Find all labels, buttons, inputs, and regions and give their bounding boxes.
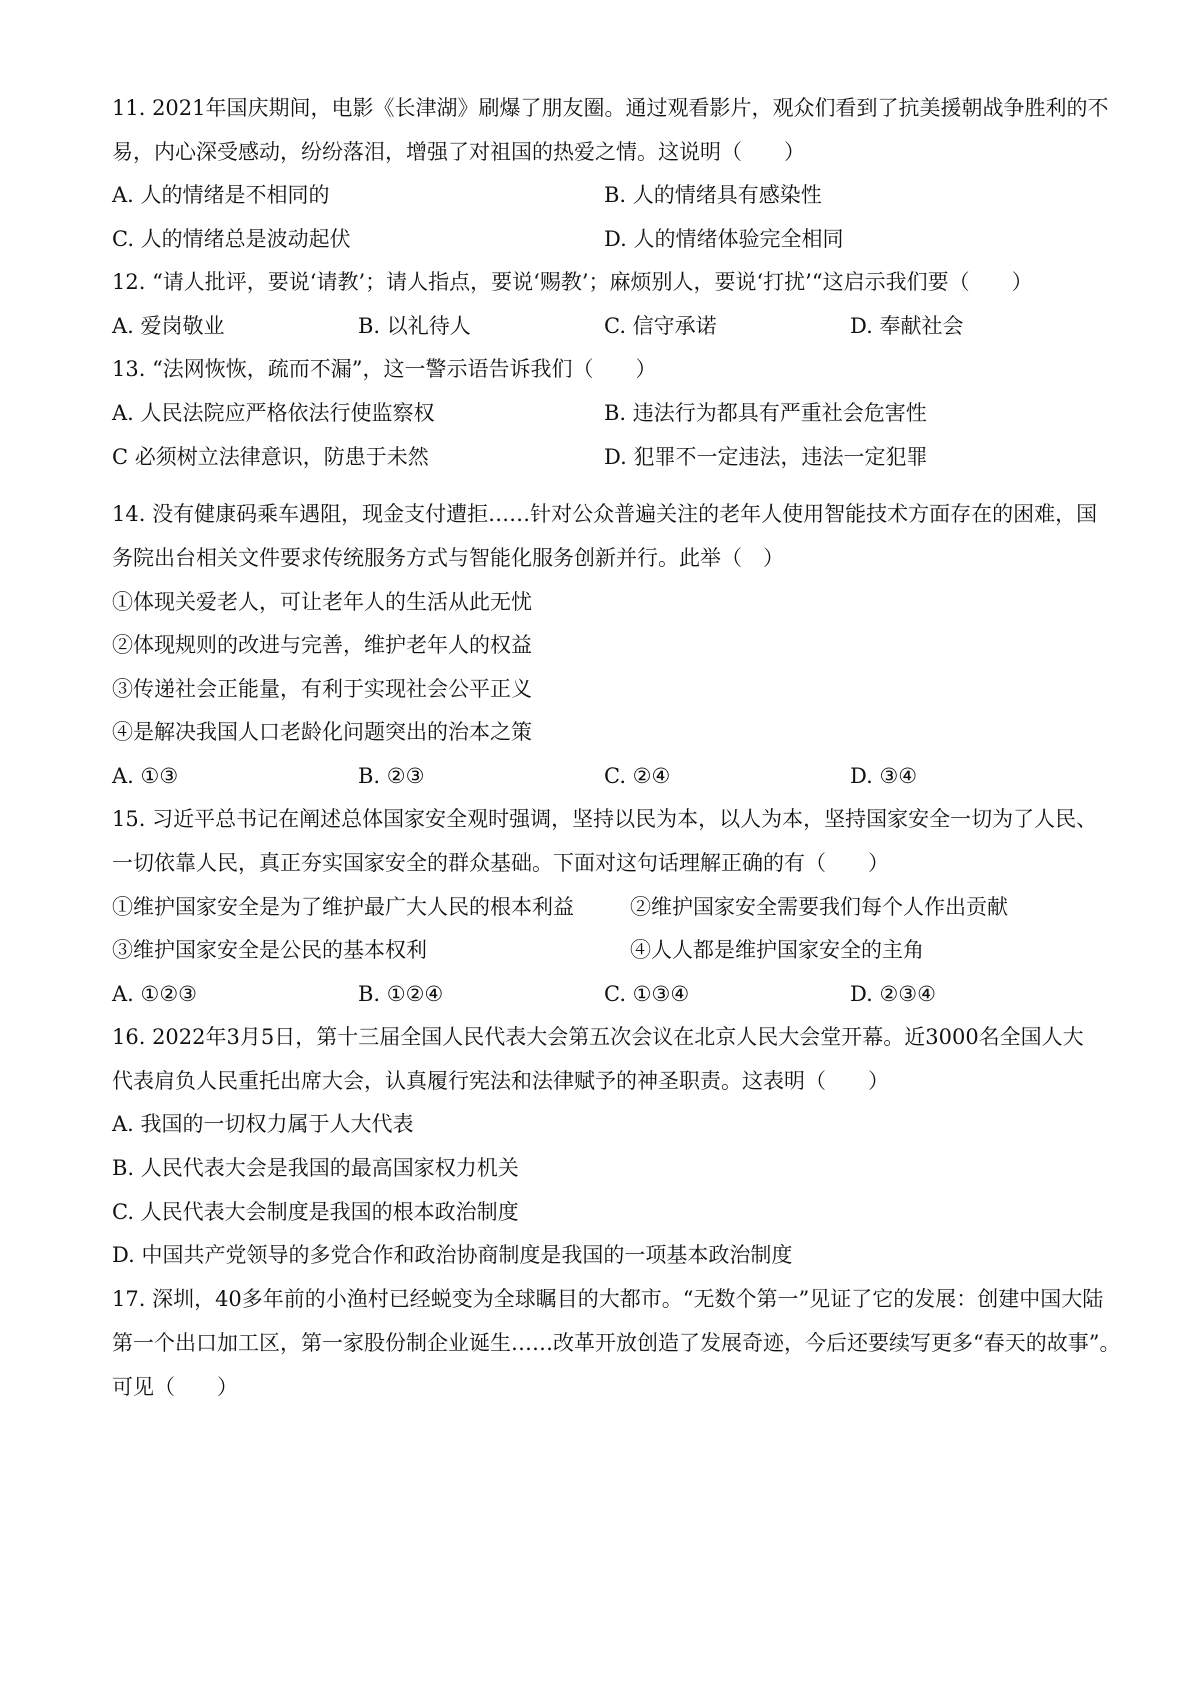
q16-option-a: A. 我国的一切权力属于人大代表: [112, 1112, 414, 1136]
q14-statement-3: ③传递社会正能量，有利于实现社会公平正义: [112, 677, 532, 701]
q14-option-c: C. ②④: [604, 764, 671, 788]
q12-option-a: A. 爱岗敬业: [112, 314, 225, 338]
q11-stem-line-1: 11. 2021年国庆期间，电影《长津湖》刷爆了朋友圈。通过观看影片，观众们看到了抗美援朝战争胜利的不: [112, 96, 1109, 120]
q14-statement-4: ④是解决我国人口老龄化问题突出的治本之策: [112, 720, 532, 744]
q12-option-c: C. 信守承诺: [604, 314, 717, 338]
q15-option-c: C. ①③④: [604, 982, 690, 1006]
q15-option-a: A. ①②③: [112, 982, 197, 1006]
q16-option-b: B. 人民代表大会是我国的最高国家权力机关: [112, 1156, 519, 1180]
q15-statement-1: ①维护国家安全是为了维护最广大人民的根本利益: [112, 895, 574, 919]
q13-stem-line-1: 13. “法网恢恢，疏而不漏”，这一警示语告诉我们（ ）: [112, 357, 657, 381]
q12-option-d: D. 奉献社会: [850, 314, 964, 338]
q11-option-b: B. 人的情绪具有感染性: [604, 183, 822, 207]
q16-option-c: C. 人民代表大会制度是我国的根本政治制度: [112, 1200, 519, 1224]
q14-stem-line-2: 务院出台相关文件要求传统服务方式与智能化服务创新并行。此举（ ）: [112, 546, 784, 570]
q13-option-b: B. 违法行为都具有严重社会危害性: [604, 401, 927, 425]
q15-statement-3: ③维护国家安全是公民的基本权利: [112, 938, 427, 962]
q16-stem-line-2: 代表肩负人民重托出席大会，认真履行宪法和法律赋予的神圣职责。这表明（ ）: [112, 1069, 889, 1093]
q14-statement-1: ①体现关爱老人，可让老年人的生活从此无忧: [112, 590, 532, 614]
q15-statement-2: ②维护国家安全需要我们每个人作出贡献: [630, 895, 1008, 919]
q14-stem-line-1: 14. 没有健康码乘车遇阻，现金支付遭拒……针对公众普遍关注的老年人使用智能技术方面存在的困难，国: [112, 502, 1098, 526]
q17-stem-line-3: 可见（ ）: [112, 1375, 238, 1399]
q14-option-a: A. ①③: [112, 764, 179, 788]
q13-option-c: C 必须树立法律意识，防患于未然: [112, 445, 429, 469]
q15-statement-4: ④人人都是维护国家安全的主角: [630, 938, 924, 962]
q14-option-d: D. ③④: [850, 764, 918, 788]
q12-stem-line-1: 12. “请人批评，要说‘请教’；请人指点，要说‘赐教’；麻烦别人，要说‘打扰’“这启示我们要（ ）: [112, 270, 1033, 294]
q15-stem-line-2: 一切依靠人民，真正夯实国家安全的群众基础。下面对这句话理解正确的有（ ）: [112, 851, 889, 875]
q16-stem-line-1: 16. 2022年3月5日，第十三届全国人民代表大会第五次会议在北京人民大会堂开幕。近3000名全国人大: [112, 1025, 1084, 1049]
q12-option-b: B. 以礼待人: [358, 314, 471, 338]
q13-option-d: D. 犯罪不一定违法，违法一定犯罪: [604, 445, 928, 469]
q14-option-b: B. ②③: [358, 764, 425, 788]
q11-option-d: D. 人的情绪体验完全相同: [604, 227, 844, 251]
q16-option-d: D. 中国共产党领导的多党合作和政治协商制度是我国的一项基本政治制度: [112, 1243, 793, 1267]
q14-statement-2: ②体现规则的改进与完善，维护老年人的权益: [112, 633, 532, 657]
q15-option-d: D. ②③④: [850, 982, 936, 1006]
q17-stem-line-2: 第一个出口加工区，第一家股份制企业诞生……改革开放创造了发展奇迹，今后还要续写更多“春天的故事”。: [112, 1331, 1121, 1355]
q13-option-a: A. 人民法院应严格依法行使监察权: [112, 401, 435, 425]
q15-stem-line-1: 15. 习近平总书记在阐述总体国家安全观时强调，坚持以民为本，以人为本，坚持国家安全一切为了人民、: [112, 807, 1098, 831]
q17-stem-line-1: 17. 深圳，40多年前的小渔村已经蜕变为全球瞩目的大都市。“无数个第一”见证了它的发展：创建中国大陆: [112, 1287, 1104, 1311]
q15-option-b: B. ①②④: [358, 982, 444, 1006]
q11-stem-line-2: 易，内心深受感动，纷纷落泪，增强了对祖国的热爱之情。这说明（ ）: [112, 140, 805, 164]
q11-option-a: A. 人的情绪是不相同的: [112, 183, 330, 207]
q11-option-c: C. 人的情绪总是波动起伏: [112, 227, 351, 251]
